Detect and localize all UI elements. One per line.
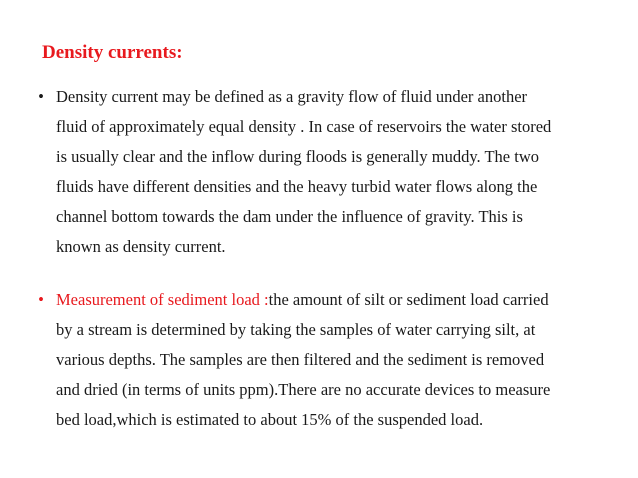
bullet-sediment-load bbox=[32, 285, 550, 435]
bullet-text: the amount of silt or sediment load carried bbox=[268, 290, 549, 309]
bullet-line: fluid of approximately equal density . In case of reservoirs the water stored bbox=[56, 117, 552, 136]
bullet-line: various depths. The samples are then filtered and the sediment is removed bbox=[56, 350, 545, 369]
bullet-line: bed load,which is estimated to about 15% of the suspended load. bbox=[56, 410, 484, 429]
bullet-density-current bbox=[32, 82, 551, 262]
bullet-marker: • bbox=[38, 290, 44, 309]
bullet-line: by a stream is determined by taking the samples of water carrying silt, at bbox=[56, 320, 536, 339]
slide-title: Density currents: bbox=[42, 42, 183, 63]
bullet-line: fluids have different densities and the heavy turbid water flows along the bbox=[56, 177, 538, 196]
bullet-line: channel bottom towards the dam under the influence of gravity. This is bbox=[56, 207, 523, 226]
bullet-marker: • bbox=[38, 87, 44, 106]
bullet-line bbox=[32, 82, 551, 112]
bullet-text: Density current may be defined as a gravity flow of fluid under another bbox=[56, 87, 528, 106]
bullet-line: is usually clear and the inflow during floods is generally muddy. The two bbox=[56, 147, 539, 166]
bullet-line: known as density current. bbox=[56, 237, 226, 256]
bullet-line bbox=[32, 285, 550, 315]
bullet-line: and dried (in terms of units ppm).There are no accurate devices to measure bbox=[56, 380, 551, 399]
bullet-lead: Measurement of sediment load : bbox=[56, 290, 269, 309]
